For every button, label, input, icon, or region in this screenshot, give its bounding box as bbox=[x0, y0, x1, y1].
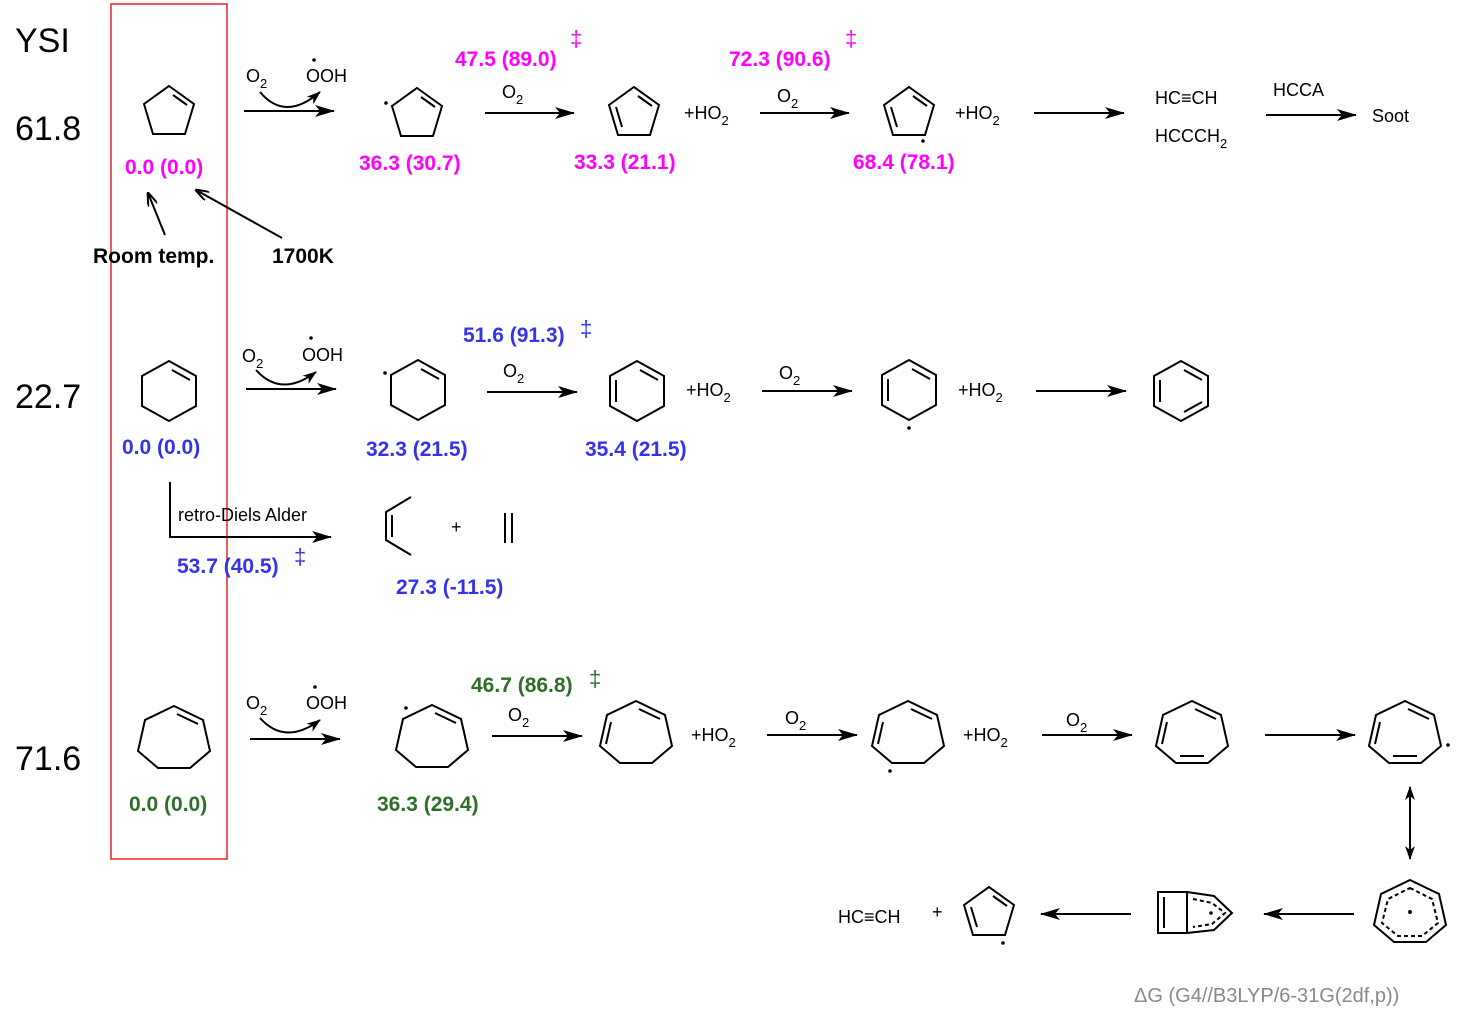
high-temp-label: 1700K bbox=[272, 245, 334, 268]
row3-plus-ho2: $+HO_2$ bbox=[691, 725, 736, 750]
row1-ts1-energy: 47.5 (89.0) bbox=[455, 48, 557, 71]
row2-cyclohexadienyl-radical bbox=[882, 360, 936, 430]
row2-retro-products-energy: 27.3 (-11.5) bbox=[396, 576, 504, 599]
row2-ooh-label: OOH bbox=[302, 345, 344, 365]
row3-plus-ho2-2: $+HO_2$ bbox=[963, 725, 1008, 750]
row2-curved-arrow bbox=[256, 370, 316, 385]
row2-ooh-radical-dot bbox=[309, 336, 313, 340]
row3-tropyl-radical bbox=[1374, 880, 1446, 942]
high-temp-arrow bbox=[196, 190, 282, 238]
row2-ts1-dagger: ‡ bbox=[580, 316, 593, 341]
row2-benzene bbox=[1154, 361, 1208, 421]
row1-plus-ho2: $+HO_2$ bbox=[684, 103, 729, 128]
row3-acetylene: HC≡CH bbox=[838, 907, 901, 927]
row2-ethylene bbox=[505, 513, 512, 543]
row2-cyclohexene bbox=[142, 361, 196, 421]
row1-ts2-energy: 72.3 (90.6) bbox=[729, 48, 831, 71]
row2-cyclohexadiene bbox=[610, 361, 664, 421]
row2-o2-label: $O_2$ bbox=[242, 346, 264, 371]
row1-cyclopentene bbox=[144, 86, 194, 134]
row1-cyclopentenyl-radical bbox=[384, 88, 442, 136]
row2-retro-label: retro-Diels Alder bbox=[178, 505, 308, 525]
row3-cycloheptenyl-radical bbox=[396, 705, 468, 767]
row3-cycloheptatriene bbox=[1156, 701, 1228, 763]
row1-ooh-radical-dot bbox=[312, 58, 316, 62]
row2-cyclohexenyl-radical bbox=[383, 360, 445, 420]
row2-ts1-energy: 51.6 (91.3) bbox=[463, 324, 565, 347]
row1-hcca-label: HCCA bbox=[1273, 80, 1325, 100]
row3-o2-label-2: $O_2$ bbox=[508, 705, 530, 730]
row1-ysi-value: 61.8 bbox=[15, 110, 82, 148]
row3-cycloheptadiene bbox=[600, 701, 672, 763]
row1-ooh-label: OOH bbox=[306, 66, 348, 86]
row1-o2-label: $O_2$ bbox=[246, 66, 268, 91]
row2-butadiene bbox=[386, 497, 411, 555]
ysi-header: YSI bbox=[15, 22, 70, 60]
row1-curved-arrow bbox=[260, 92, 320, 107]
row3-o2-label-4: $O_2$ bbox=[1066, 710, 1088, 735]
row2-plus: + bbox=[451, 517, 462, 537]
row3-cycloheptatrienyl-radical bbox=[1369, 701, 1450, 763]
row1-soot: Soot bbox=[1372, 106, 1410, 126]
row1-acetylene: HC≡CH bbox=[1155, 88, 1218, 108]
row3-curved-arrow bbox=[260, 718, 320, 733]
row2-retro-ts-dagger: ‡ bbox=[294, 544, 307, 569]
row1-cp-radical-energy: 68.4 (78.1) bbox=[853, 151, 955, 174]
row3-ts1-dagger: ‡ bbox=[589, 666, 602, 691]
row2-diene-energy: 35.4 (21.5) bbox=[585, 438, 687, 461]
row2-start-energy: 0.0 (0.0) bbox=[122, 436, 201, 459]
row3-ts1-energy: 46.7 (86.8) bbox=[471, 674, 573, 697]
row3-o2-label-3: $O_2$ bbox=[785, 708, 807, 733]
row2-radical-energy: 32.3 (21.5) bbox=[366, 438, 468, 461]
row1-plus-ho2-2: $+HO_2$ bbox=[955, 103, 1000, 128]
row2-plus-ho2: $+HO_2$ bbox=[686, 380, 731, 405]
row3-ysi-value: 71.6 bbox=[15, 740, 82, 778]
row1-propargyl: $HCCCH_2$ bbox=[1155, 126, 1228, 151]
method-footer: ΔG (G4//B3LYP/6-31G(2df,p)) bbox=[1134, 985, 1400, 1007]
row1-diene-energy: 33.3 (21.1) bbox=[574, 151, 676, 174]
row2-o2-label-3: $O_2$ bbox=[779, 363, 801, 388]
row1-radical-energy: 36.3 (30.7) bbox=[359, 152, 461, 175]
row3-bicyclic-radical bbox=[1158, 892, 1232, 933]
row2-o2-label-2: $O_2$ bbox=[503, 361, 525, 386]
row3-o2-label: $O_2$ bbox=[246, 693, 268, 718]
row1-ts1-dagger: ‡ bbox=[570, 26, 583, 51]
highlight-box bbox=[111, 4, 227, 859]
row1-ts2-dagger: ‡ bbox=[845, 26, 858, 51]
room-temp-label: Room temp. bbox=[93, 245, 215, 268]
row1-cyclopentadienyl-radical bbox=[884, 87, 934, 143]
row1-cyclopentadiene bbox=[609, 87, 659, 135]
row2-ysi-value: 22.7 bbox=[15, 378, 82, 416]
row2-retro-ts-energy: 53.7 (40.5) bbox=[177, 555, 279, 578]
row3-start-energy: 0.0 (0.0) bbox=[129, 793, 208, 816]
row3-radical-energy: 36.3 (29.4) bbox=[377, 793, 479, 816]
row3-cyclopentadienyl-radical bbox=[964, 887, 1014, 945]
row3-cycloheptadienyl-radical bbox=[872, 701, 944, 773]
row2-plus-ho2-2: $+HO_2$ bbox=[958, 380, 1003, 405]
room-temp-arrow bbox=[148, 193, 165, 235]
row1-start-energy: 0.0 (0.0) bbox=[125, 156, 204, 179]
row1-o2-label-2: $O_2$ bbox=[502, 82, 524, 107]
row3-ooh-label: OOH bbox=[306, 693, 348, 713]
row3-ooh-radical-dot bbox=[313, 685, 317, 689]
row1-o2-label-3: $O_2$ bbox=[777, 86, 799, 111]
row3-cycloheptene bbox=[138, 706, 210, 768]
row3-plus: + bbox=[932, 902, 943, 922]
